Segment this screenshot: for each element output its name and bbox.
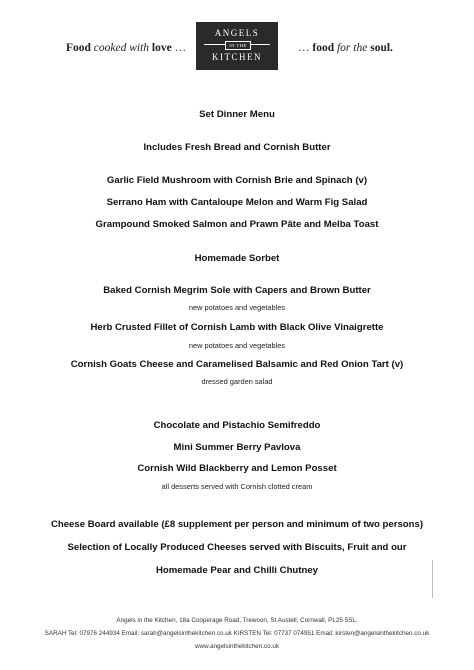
menu-includes: Includes Fresh Bread and Cornish Butter [143,142,331,153]
main-side: new potatoes and vegetables [188,341,286,350]
main-side: dressed garden salad [201,377,273,386]
logo-line-angels: ANGELS [214,28,260,38]
logo-line-kitchen: KITCHEN [212,52,262,62]
header [0,22,474,80]
tagline-right [298,42,393,54]
footer-contacts: SARAH Tel: 07976 244934 Email: sarah@angelsinthekitchen.co.uk KIRSTEN Tel: 07737 074951 Email: kirsten@angelsinthekitchen.co.uk [44,630,430,637]
logo-line-in-the: IN THE [225,41,251,50]
dessert-item: Mini Summer Berry Pavlova [173,442,301,453]
tagline-left-dots: … [174,42,187,54]
starter-item: Grampound Smoked Salmon and Prawn Pâte and Melba Toast [95,219,379,230]
tagline-right-for-the: for the [336,42,368,54]
scan-mark [432,560,433,598]
main-dish: Herb Crusted Fillet of Cornish Lamb with Black Olive Vinaigrette [90,322,384,333]
dessert-item: Chocolate and Pistachio Semifreddo [153,420,321,431]
sorbet-item: Homemade Sorbet [194,253,280,264]
logo [196,22,278,70]
starter-item: Garlic Field Mushroom with Cornish Brie and Spinach (v) [106,175,368,186]
main-dish: Baked Cornish Megrim Sole with Capers and Brown Butter [103,285,371,296]
tagline-right-dots: … [298,42,310,54]
main-dish: Cornish Goats Cheese and Caramelised Balsamic and Red Onion Tart (v) [70,359,404,370]
starter-item: Serrano Ham with Cantaloupe Melon and Warm Fig Salad [106,197,368,208]
footer-website: www.angelsinthekitchen.co.uk [194,643,279,650]
footer-address: Angels in the Kitchen, 18a Cooperage Road, Trewoon, St Austell, Cornwall, PL25 5SL. [116,617,358,624]
menu-title: Set Dinner Menu [199,109,275,120]
cheese-line: Cheese Board available (£8 supplement per person and minimum of two persons) [50,519,424,530]
tagline-right-food: food [312,42,335,54]
desserts-note: all desserts served with Cornish clotted cream [161,482,313,491]
tagline-left-cooked-with: cooked with [93,42,150,54]
tagline-right-soul: soul. [370,42,393,54]
tagline-left [66,42,186,54]
dessert-item: Cornish Wild Blackberry and Lemon Posset [137,463,337,474]
cheese-line: Homemade Pear and Chilli Chutney [155,565,319,576]
tagline-left-love: love [151,42,172,54]
tagline-left-food: Food [66,42,91,54]
main-side: new potatoes and vegetables [188,303,286,312]
cheese-line: Selection of Locally Produced Cheeses served with Biscuits, Fruit and our [67,542,407,553]
